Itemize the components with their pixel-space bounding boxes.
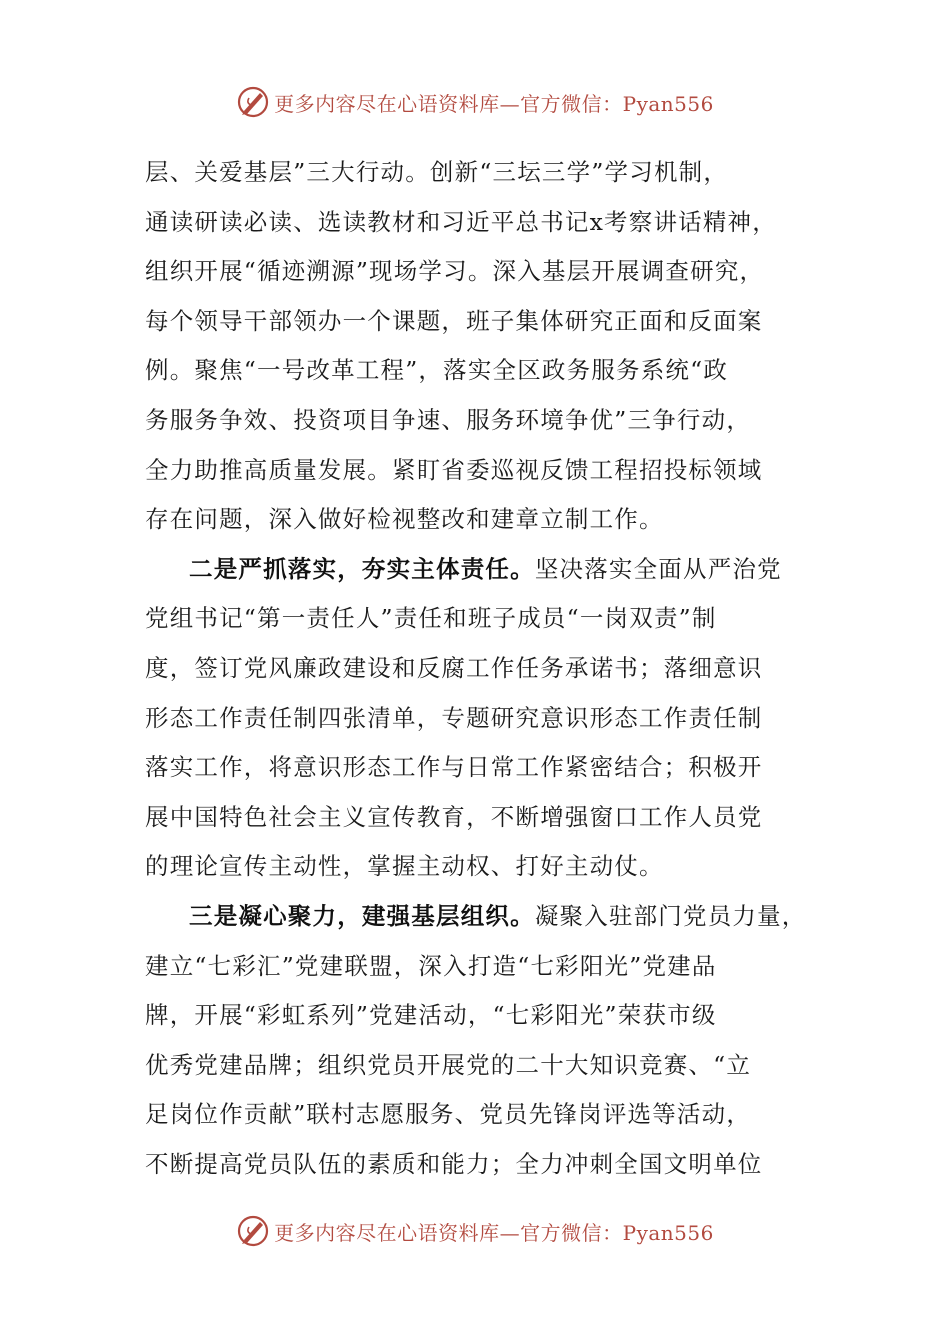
paragraph-1: [145, 148, 815, 545]
paragraph-first-line: [145, 892, 815, 942]
text-line: 务服务争效、投资项目争速、服务环境争优”三争行动，: [145, 405, 752, 434]
text-line: 组织开展“循迹溯源”现场学习。深入基层开展调查研究，: [145, 257, 765, 286]
text-line: 全力助推高质量发展。紧盯省委巡视反馈工程招投标领域: [145, 455, 763, 484]
text-line: 层、关爱基层”三大行动。创新“三坛三学”学习机制，: [145, 158, 729, 186]
paragraph-first-line: [145, 545, 815, 595]
text-run: 凝聚入驻部门党员力量，: [534, 901, 807, 930]
text-run: 坚决落实全面从严治党: [534, 554, 782, 583]
text-line: 例。聚焦“一号改革工程”，落实全区政务服务系统“政: [145, 356, 729, 385]
text-line: 不断提高党员队伍的素质和能力；全力冲刺全国文明单位: [145, 1149, 763, 1178]
text-line: 通读研读必读、选读教材和习近平总书记x考察讲话精神，: [145, 207, 777, 236]
document-body: [145, 148, 815, 1189]
watermark-text: 更多内容尽在心语资料库—官方微信：Pyan556: [274, 1220, 714, 1245]
text-line: 优秀党建品牌；组织党员开展党的二十大知识竞赛、“立: [145, 1050, 752, 1079]
paragraph-2: [145, 545, 815, 892]
text-line: 形态工作责任制四张清单，专题研究意识形态工作责任制: [145, 703, 763, 732]
text-line: 建立“七彩汇”党建联盟，深入打造“七彩阳光”党建品: [145, 951, 717, 980]
text-line: 党组书记“第一责任人”责任和班子成员“一岗双责”制: [145, 604, 717, 633]
text-line: 展中国特色社会主义宣传教育，不断增强窗口工作人员党: [145, 802, 763, 831]
text-line: 的理论宣传主动性，掌握主动权、打好主动仗。: [145, 852, 664, 881]
text-line: 足岗位作贡献”联村志愿服务、党员先锋岗评选等活动，: [145, 1100, 752, 1129]
paragraph-heading: 三是凝心聚力，建强基层组织。: [189, 901, 535, 930]
text-line: 存在问题，深入做好检视整改和建章立制工作。: [145, 505, 664, 534]
header-watermark: [0, 80, 950, 124]
text-line: 牌，开展“彩虹系列”党建活动，“七彩阳光”荣获市级: [145, 1001, 717, 1030]
text-line: 每个领导干部领办一个课题，班子集体研究正面和反面案: [145, 306, 763, 335]
text-line: 度，签订党风廉政建设和反腐工作任务承诺书；落细意识: [145, 653, 763, 682]
paragraph-heading: 二是严抓落实，夯实主体责任。: [189, 554, 535, 583]
watermark-text: 更多内容尽在心语资料库—官方微信：Pyan556: [274, 91, 714, 116]
pen-logo-icon: [236, 85, 270, 119]
pen-logo-icon: [236, 1214, 270, 1248]
footer-watermark: [0, 1209, 950, 1253]
text-line: 落实工作，将意识形态工作与日常工作紧密结合；积极开: [145, 753, 763, 782]
paragraph-3: [145, 892, 815, 1190]
